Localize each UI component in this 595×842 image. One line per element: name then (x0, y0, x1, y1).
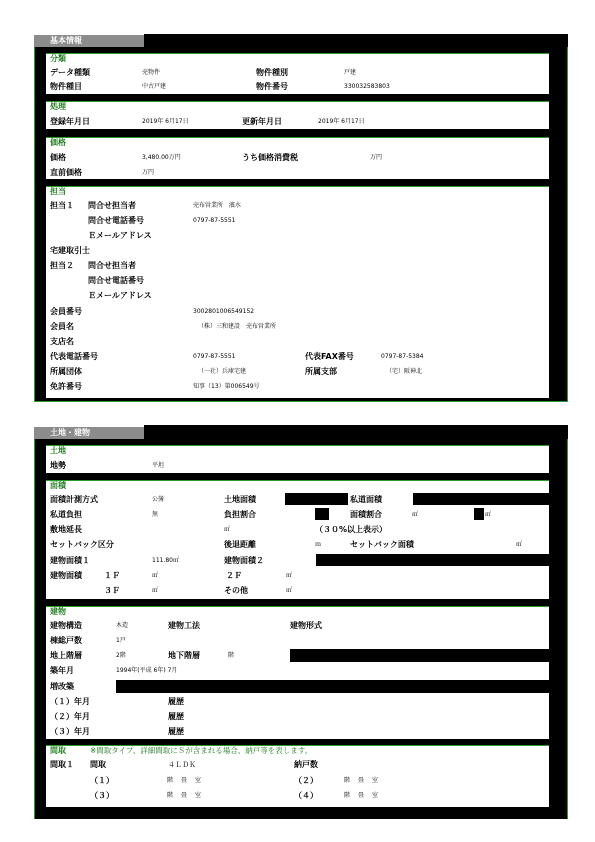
redacted-zokaichiku (116, 680, 549, 693)
label-kaiin-bango: 会員番号 (50, 307, 82, 316)
unit-menseki-wariai: ㎡ (412, 511, 419, 518)
section-menseki (46, 480, 549, 599)
value-toiawase-denwa: 0797-87-5551 (193, 217, 236, 224)
label-daihyo-denwa: 代表電話番号 (50, 352, 98, 361)
value-shido-futan: 無 (152, 511, 159, 518)
label-chika-kaiso: 地下階層 (168, 651, 200, 660)
value-koshin-nengappi: 2019年 6月17日 (318, 118, 365, 125)
section-tochi (46, 445, 549, 473)
value-kaiin-bango: 3002801006549152 (193, 308, 255, 315)
label-2f: ２Ｆ (226, 571, 242, 580)
section-kakaku (46, 137, 549, 179)
label-rireki-3: 履歴 (168, 727, 184, 736)
panel2-right-border (567, 439, 568, 819)
unit-chokuzen-kakaku: 万円 (142, 169, 155, 176)
value-toroku-nengappi: 2019年 6月17日 (142, 118, 189, 125)
label-tochi-menseki: 土地面積 (224, 495, 256, 504)
redacted-tatemono-menseki-2 (316, 554, 549, 566)
label-menkyo: 免許番号 (50, 382, 82, 391)
section-madori (46, 745, 549, 807)
value-chikunen: 1994年(平成 6年) 7月 (116, 667, 178, 674)
redacted-tochi-menseki (285, 493, 348, 505)
label-1f: １Ｆ (104, 571, 120, 580)
panel-bottom-border (34, 401, 568, 402)
label-shido-futan: 私道負担 (50, 510, 82, 519)
value-chijo-kaiso: 2階 (116, 652, 126, 659)
label-koshin-nengappi: 更新年月日 (242, 117, 282, 126)
value-tatemono-menseki-1: 111.80㎡ (152, 557, 179, 564)
label-email2: Ｅメールアドレス (88, 291, 152, 300)
label-shozoku-dantai: 所属団体 (50, 367, 82, 376)
label-sanju-percent: （３０%以上表示） (315, 525, 388, 534)
label-3f: ３Ｆ (104, 586, 120, 595)
madori-note: ※間取タイプ、詳細間取にＳが含まれる場合、納戸等を表します。 (90, 746, 313, 755)
label-rireki-2: 履歴 (168, 712, 184, 721)
label-madori-1: 間取１ (50, 760, 74, 769)
unit-kotai-kyori: ｍ (315, 541, 322, 548)
panel-left-border (34, 47, 35, 402)
kai-2: 階 (344, 777, 351, 784)
section-title-kakaku: 価格 (50, 138, 66, 147)
section-bunrui (46, 53, 549, 94)
label-tatemono-keishiki: 建物形式 (290, 621, 322, 630)
label-setback-kubun: セットバック区分 (50, 540, 114, 549)
label-tatemono-koho: 建物工法 (168, 621, 200, 630)
shitsu-1: 室 (195, 777, 202, 784)
value-chisei: 平坦 (152, 462, 165, 469)
value-kaiin-mei: （株）三和建設 売布営業所 (198, 323, 277, 330)
kai-4: 階 (344, 792, 351, 799)
label-tatemono-menseki-1: 建物面積１ (50, 556, 90, 565)
jo-3: 畳 (181, 792, 188, 799)
value-kakaku: 3,480.00万円 (142, 154, 181, 161)
tab-kihon-joho: 基本情報 (34, 35, 144, 47)
madori-row-3: （３） (90, 791, 114, 800)
label-shido-menseki: 私道面積 (350, 495, 382, 504)
label-shiten: 支店名 (50, 337, 74, 346)
panel-right-border (567, 47, 568, 402)
section-title-tochi: 土地 (50, 446, 66, 455)
unit-shohizei: 万円 (370, 154, 383, 161)
label-tosu: 棟総戸数 (50, 636, 82, 645)
shitsu-2: 室 (372, 777, 379, 784)
label-shohizei: うち価格消費税 (242, 153, 298, 162)
unit-menseki-2: ㎡ (485, 511, 492, 518)
value-shozoku-dantai: （一社）兵庫宅建 (198, 368, 247, 375)
value-tosu: 1戸 (116, 637, 126, 644)
label-bukken-bango: 物件番号 (256, 82, 288, 91)
value-daihyo-denwa: 0797-87-5551 (193, 353, 236, 360)
label-tanto1: 担当１ (50, 201, 74, 210)
section-title-tanto: 担当 (50, 187, 66, 196)
unit-2f: ㎡ (286, 572, 293, 579)
label-toiawase-tantosha2: 問合せ担当者 (88, 261, 136, 270)
label-nando-su: 納戸数 (294, 760, 318, 769)
label-menseki-wariai: 面積割合 (350, 510, 382, 519)
section-title-tatemono: 建物 (50, 607, 66, 616)
madori-row-4: （４） (294, 791, 318, 800)
section-tatemono (46, 606, 549, 739)
redacted-futan-wariai (315, 508, 329, 520)
jo-2: 畳 (358, 777, 365, 784)
panel2-left-border (34, 439, 35, 819)
kai-3: 階 (167, 792, 174, 799)
shitsu-3: 室 (195, 792, 202, 799)
label-kaiin-mei: 会員名 (50, 322, 74, 331)
label-shikichi-encho: 敷地延長 (50, 525, 82, 534)
unit-sonota: ㎡ (286, 587, 293, 594)
label-sonota: その他 (224, 586, 248, 595)
section-title-menseki: 面積 (50, 481, 66, 490)
unit-shikichi-encho: ㎡ (224, 526, 231, 533)
jo-1: 畳 (181, 777, 188, 784)
unit-3f: ㎡ (152, 587, 159, 594)
section-title-madori: 間取 (50, 746, 66, 755)
label-tatemono-kozo: 建物構造 (50, 621, 82, 630)
value-toiawase-tantosha: 売布営業所 濱水 (193, 202, 242, 209)
header-bar (144, 34, 568, 48)
value-bukken-shubetsu: 戸建 (344, 69, 357, 76)
section-title-bunrui: 分類 (50, 54, 66, 63)
value-tatemono-kozo: 木造 (116, 622, 129, 629)
jo-4: 畳 (358, 792, 365, 799)
label-madori: 間取 (90, 760, 106, 769)
madori-row-2: （２） (294, 776, 318, 785)
label-chijo-kaiso: 地上階層 (50, 651, 82, 660)
kai-1: 階 (167, 777, 174, 784)
label-bukken-shubetsu: 物件種別 (256, 68, 288, 77)
label-futan-wariai: 負担割合 (224, 510, 256, 519)
label-email: Ｅメールアドレス (88, 231, 152, 240)
label-toiawase-tantosha: 問合せ担当者 (88, 201, 136, 210)
header-bar-2 (144, 425, 568, 440)
value-data-shubetsu: 売物件 (142, 69, 161, 76)
value-keisoku-hoshiki: 公簿 (152, 496, 165, 503)
section-shori (46, 101, 549, 129)
value-menkyo: 知事（13）第006549号 (193, 383, 260, 390)
label-rireki-1: 履歴 (168, 697, 184, 706)
label-bukken-shumoku: 物件種目 (50, 82, 82, 91)
label-nengetsu-1: （１）年月 (50, 697, 90, 706)
redacted-chika-kaiso (290, 649, 549, 662)
label-kotai-kyori: 後退距離 (224, 540, 256, 549)
label-zokaichiku: 増改築 (50, 682, 74, 691)
label-daihyo-fax: 代表FAX番号 (305, 352, 354, 361)
label-tanto2: 担当２ (50, 261, 74, 270)
value-shozoku-shibu: （宅）阪神北 (386, 368, 423, 375)
label-toroku-nengappi: 登録年月日 (50, 117, 90, 126)
label-toiawase-denwa: 問合せ電話番号 (88, 216, 144, 225)
label-tatemono-menseki: 建物面積 (50, 571, 82, 580)
madori-row-1: （１） (90, 776, 114, 785)
label-chikunen: 築年月 (50, 666, 74, 675)
label-data-shubetsu: データ種類 (50, 68, 90, 77)
redacted-menseki-wariai (474, 508, 484, 520)
label-chokuzen-kakaku: 直前価格 (50, 168, 82, 177)
value-bukken-bango: 330032583803 (344, 83, 390, 90)
redacted-shido-menseki (413, 493, 549, 505)
label-nengetsu-3: （３）年月 (50, 727, 90, 736)
section-tanto (46, 186, 549, 398)
label-takken: 宅建取引士 (50, 246, 90, 255)
unit-setback-menseki: ㎡ (516, 541, 523, 548)
label-toiawase-denwa2: 問合せ電話番号 (88, 276, 144, 285)
label-setback-menseki: セットバック面積 (350, 540, 414, 549)
value-madori: ４ＬＤＫ (168, 761, 196, 769)
label-shozoku-shibu: 所属支部 (305, 367, 337, 376)
value-bukken-shumoku: 中古戸建 (142, 83, 167, 90)
value-daihyo-fax: 0797-87-5384 (381, 353, 424, 360)
section-title-shori: 処理 (50, 102, 66, 111)
label-tatemono-menseki-2: 建物面積２ (224, 556, 264, 565)
unit-chika-kaiso: 階 (228, 652, 235, 659)
label-keisoku-hoshiki: 面積計測方式 (50, 495, 98, 504)
label-kakaku: 価格 (50, 153, 66, 162)
tab-tochi-tatemono: 土地・建物 (34, 427, 144, 439)
shitsu-4: 室 (372, 792, 379, 799)
label-nengetsu-2: （２）年月 (50, 712, 90, 721)
label-chisei: 地勢 (50, 461, 66, 470)
unit-1f: ㎡ (152, 572, 159, 579)
